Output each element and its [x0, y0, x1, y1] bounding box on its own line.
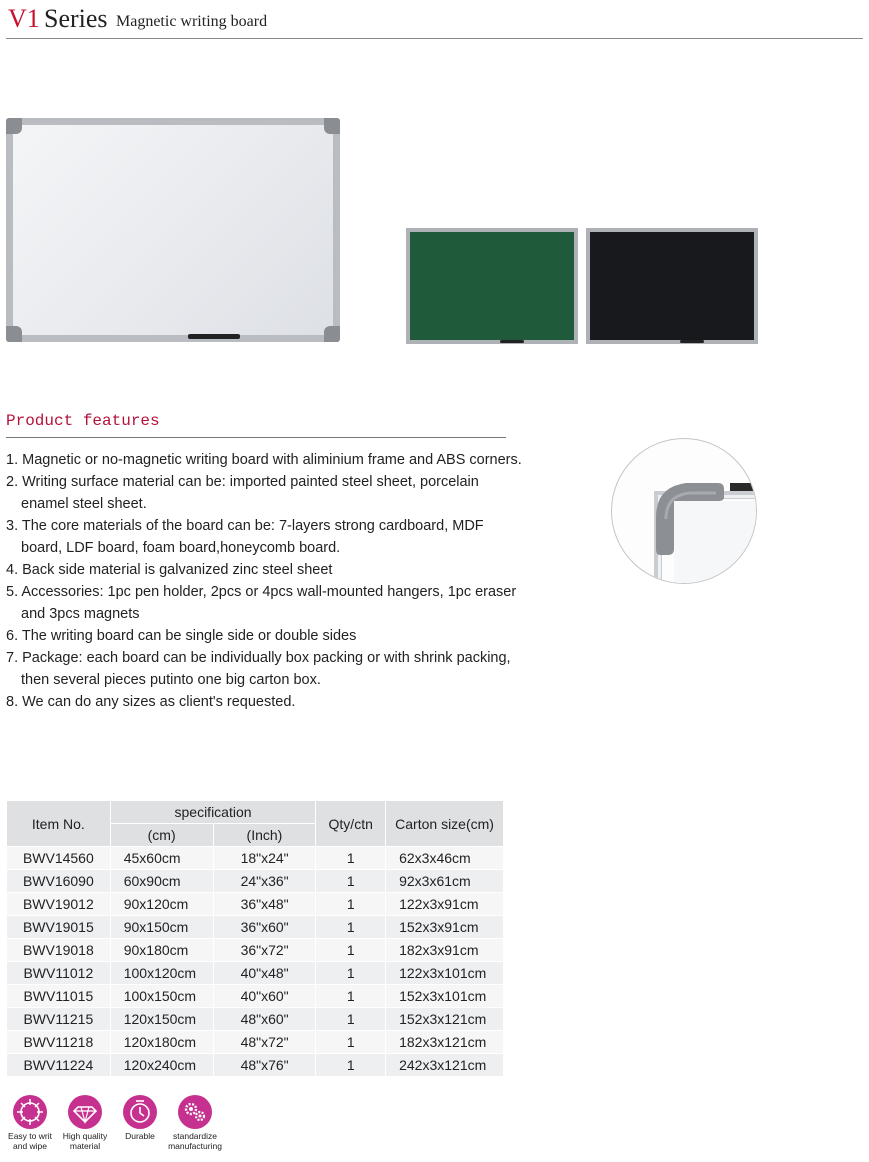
feature-item: 7. Package: each board can be individually box packing or with shrink packing, then several pieces putinto one big carton box. [6, 650, 511, 688]
cell-item-no: BWV11012 [7, 962, 111, 985]
cell-size-cm: 120x240cm [110, 1054, 213, 1077]
cell-size-cm: 60x90cm [110, 870, 213, 893]
cell-size-cm: 90x120cm [110, 893, 213, 916]
white-board-image [6, 118, 340, 342]
feature-item: 5. Accessories: 1pc pen holder, 2pcs or 4pcs wall-mounted hangers, 1pc eraser and 3pcs magnets [6, 584, 517, 622]
cell-item-no: BWV19012 [7, 893, 111, 916]
table-row [7, 939, 504, 962]
cell-size-inch: 36"x72" [213, 939, 316, 962]
features-title: Product features [6, 412, 160, 430]
feature-item: 8. We can do any sizes as client's requested. [6, 694, 296, 710]
cell-carton-size: 182x3x121cm [386, 1031, 504, 1054]
badge-label: Durable [125, 1131, 155, 1141]
cell-size-cm: 100x120cm [110, 962, 213, 985]
cell-size-inch: 36"x60" [213, 916, 316, 939]
feature-item: 4. Back side material is galvanized zinc steel sheet [6, 562, 333, 578]
header-item-no: Item No. [7, 801, 111, 847]
cell-qty: 1 [316, 870, 386, 893]
cell-size-cm: 100x150cm [110, 985, 213, 1008]
table-row [7, 985, 504, 1008]
table-row [7, 1031, 504, 1054]
cell-carton-size: 152x3x101cm [386, 985, 504, 1008]
cell-size-inch: 48"x76" [213, 1054, 316, 1077]
cell-size-inch: 40"x48" [213, 962, 316, 985]
feature-item: 2. Writing surface material can be: imported painted steel sheet, porcelain enamel steel sheet. [6, 474, 479, 512]
cell-qty: 1 [316, 962, 386, 985]
cell-carton-size: 122x3x91cm [386, 893, 504, 916]
cell-size-cm: 90x150cm [110, 916, 213, 939]
cell-item-no: BWV14560 [7, 847, 111, 870]
badge-label: High quality material [62, 1131, 108, 1151]
feature-item: 3. The core materials of the board can be: 7-layers strong cardboard, MDF board, LDF board, foam board,honeycomb board. [6, 518, 484, 556]
badge-easy-write [0, 1095, 60, 1151]
badge-label: Easy to writ and wipe [8, 1131, 52, 1151]
cell-qty: 1 [316, 939, 386, 962]
cell-carton-size: 62x3x46cm [386, 847, 504, 870]
cell-carton-size: 242x3x121cm [386, 1054, 504, 1077]
cell-carton-size: 152x3x121cm [386, 1008, 504, 1031]
cell-size-cm: 120x150cm [110, 1008, 213, 1031]
cell-item-no: BWV11218 [7, 1031, 111, 1054]
cell-size-inch: 48"x72" [213, 1031, 316, 1054]
frame-corner-icon [612, 439, 757, 584]
cell-item-no: BWV19015 [7, 916, 111, 939]
cell-item-no: BWV11224 [7, 1054, 111, 1077]
cell-item-no: BWV16090 [7, 870, 111, 893]
clock-icon [123, 1095, 157, 1129]
table-row [7, 1008, 504, 1031]
features-divider [6, 437, 506, 438]
header-specification: specification [110, 801, 316, 824]
cell-qty: 1 [316, 847, 386, 870]
header-carton-size: Carton size(cm) [386, 801, 504, 847]
black-board-image [586, 228, 758, 344]
cell-carton-size: 182x3x91cm [386, 939, 504, 962]
brush-icon [13, 1095, 47, 1129]
cell-qty: 1 [316, 985, 386, 1008]
green-board-image [406, 228, 578, 344]
series-code: V1 [8, 4, 40, 33]
cell-size-cm: 90x180cm [110, 939, 213, 962]
gears-icon [178, 1095, 212, 1129]
badge-label: standardize manufacturing [168, 1131, 222, 1151]
feature-item: 6. The writing board can be single side or double sides [6, 628, 357, 644]
cell-item-no: BWV11015 [7, 985, 111, 1008]
cell-qty: 1 [316, 1031, 386, 1054]
cell-item-no: BWV19018 [7, 939, 111, 962]
badge-standardize [165, 1095, 225, 1151]
table-row [7, 962, 504, 985]
header-cm: (cm) [110, 824, 213, 847]
table-row [7, 870, 504, 893]
header-inch: (Inch) [213, 824, 316, 847]
header-qty: Qty/ctn [316, 801, 386, 847]
series-label: Series [44, 4, 108, 33]
cell-carton-size: 152x3x91cm [386, 916, 504, 939]
features-list [6, 449, 526, 713]
cell-size-cm: 120x180cm [110, 1031, 213, 1054]
feature-item: 1. Magnetic or no-magnetic writing board with aliminium frame and ABS corners. [6, 452, 522, 468]
cell-item-no: BWV11215 [7, 1008, 111, 1031]
table-row [7, 916, 504, 939]
table-row [7, 847, 504, 870]
product-subtitle: Magnetic writing board [116, 13, 268, 30]
spec-table [6, 800, 504, 1077]
diamond-icon [68, 1095, 102, 1129]
badge-durable [110, 1095, 170, 1141]
badge-high-quality [55, 1095, 115, 1151]
cell-size-inch: 48"x60" [213, 1008, 316, 1031]
cell-qty: 1 [316, 893, 386, 916]
cell-qty: 1 [316, 1054, 386, 1077]
cell-qty: 1 [316, 916, 386, 939]
cell-qty: 1 [316, 1008, 386, 1031]
cell-size-inch: 40"x60" [213, 985, 316, 1008]
cell-size-inch: 24"x36" [213, 870, 316, 893]
corner-detail-image [611, 438, 757, 584]
cell-carton-size: 92x3x61cm [386, 870, 504, 893]
cell-size-inch: 18"x24" [213, 847, 316, 870]
table-row [7, 1054, 504, 1077]
table-row [7, 893, 504, 916]
page-header [6, 0, 863, 39]
cell-size-cm: 45x60cm [110, 847, 213, 870]
cell-carton-size: 122x3x101cm [386, 962, 504, 985]
cell-size-inch: 36"x48" [213, 893, 316, 916]
